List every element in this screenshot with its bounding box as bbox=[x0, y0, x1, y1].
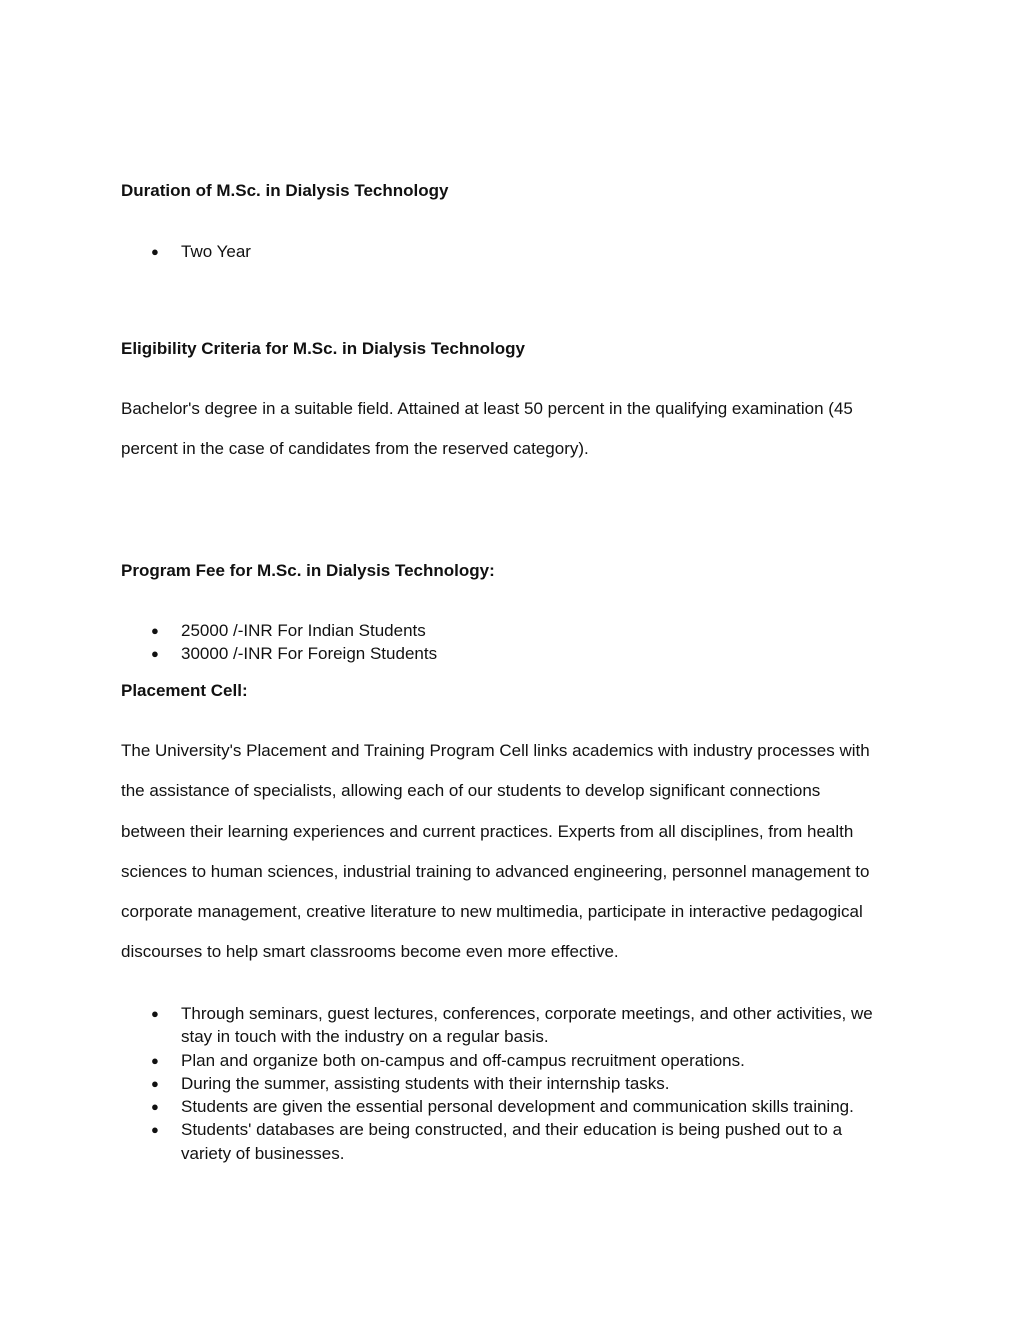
bullet-icon: ● bbox=[151, 623, 159, 638]
bullet-icon: ● bbox=[151, 646, 159, 662]
bullet-icon: ● bbox=[151, 1122, 159, 1138]
fee-list bbox=[121, 619, 911, 666]
bullet-icon: ● bbox=[151, 1006, 159, 1021]
bullet-icon: ● bbox=[151, 1052, 159, 1068]
bullet-icon: ● bbox=[151, 244, 159, 259]
list-item: ● 25000 /-INR For Indian Students bbox=[121, 619, 911, 642]
list-item: ● Plan and organize both on-campus and off-campus recruitment operations. bbox=[121, 1049, 911, 1072]
eligibility-heading: Eligibility Criteria for M.Sc. in Dialysis Technology bbox=[121, 339, 525, 358]
list-item: ● Students are given the essential personal development and communication skills training. bbox=[121, 1095, 911, 1118]
placement-list bbox=[121, 1002, 911, 1165]
list-item: ● Students' databases are being constructed, and their education is being pushed out to a variety of businesses. bbox=[151, 1120, 843, 1163]
duration-heading: Duration of M.Sc. in Dialysis Technology bbox=[121, 181, 449, 200]
bullet-icon: ● bbox=[151, 1075, 159, 1091]
eligibility-paragraph: Bachelor's degree in a suitable field. Attained at least 50 percent in the qualifying examination (45 percent in the case of candidates from the reserved category). bbox=[121, 399, 853, 459]
fee-heading: Program Fee for M.Sc. in Dialysis Technology: bbox=[121, 561, 495, 580]
list-item: ● Two Year bbox=[121, 240, 911, 263]
bullet-icon: ● bbox=[151, 1099, 159, 1115]
placement-paragraph: The University's Placement and Training Program Cell links academics with industry processes with the assistance of specialists, allowing each of our students to develop significant connections between their learning experiences and current practices. Experts from all disciplines, from health sciences to human sciences, industrial training to advanced engineering, personnel management to corporate management, creative literature to new multimedia, participate in interactive pedagogical discourses to help smart classrooms become even more effective. bbox=[121, 741, 870, 962]
list-item: ● Through seminars, guest lectures, conferences, corporate meetings, and other activities, we stay in touch with the industry on a regular basis. bbox=[151, 1004, 873, 1047]
placement-heading: Placement Cell: bbox=[121, 681, 248, 700]
list-item: ● 30000 /-INR For Foreign Students bbox=[121, 642, 911, 665]
duration-list bbox=[121, 240, 911, 263]
list-item: ● During the summer, assisting students with their internship tasks. bbox=[121, 1072, 911, 1095]
